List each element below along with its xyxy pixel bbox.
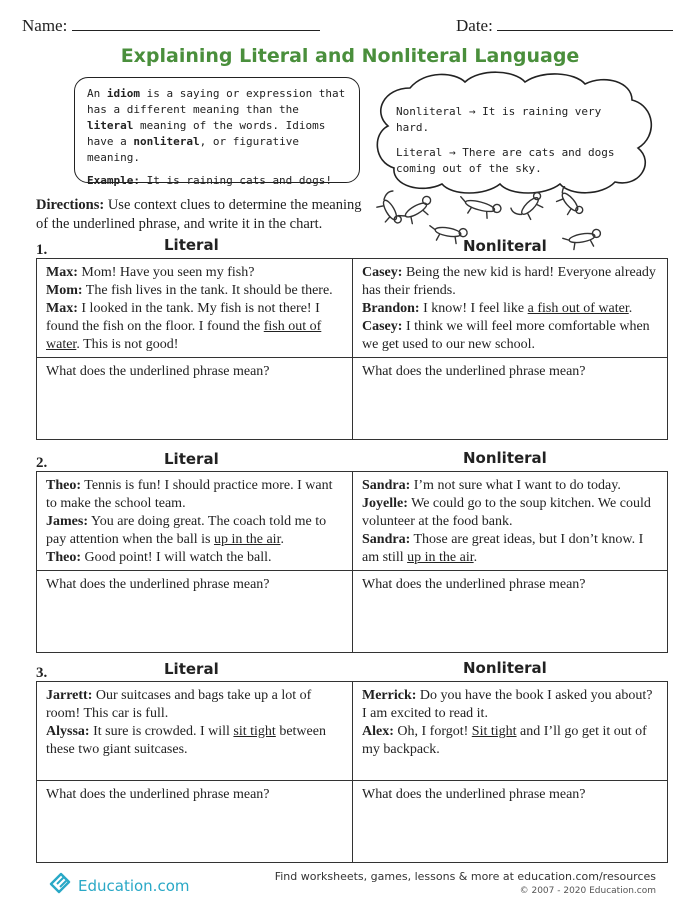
dog-icon <box>562 229 602 251</box>
section-1-answers <box>37 357 667 439</box>
answer-prompt: What does the underlined phrase mean? <box>46 364 270 379</box>
nonliteral-term: nonliteral <box>133 135 200 148</box>
section-3-number: 3. <box>36 665 48 681</box>
section-1-nonliteral-answer-box[interactable] <box>352 358 667 439</box>
dialogue-line: Alex: Oh, I forgot! Sit tight and I’ll go get it out of my backpack. <box>362 724 647 757</box>
section-3-nonliteral-passage <box>352 682 667 780</box>
section-2-nonliteral-heading: Nonliteral <box>463 449 547 467</box>
idiom-example <box>87 173 347 189</box>
education-logo-text: Education.com <box>78 877 190 895</box>
section-3-nonliteral-heading: Nonliteral <box>463 659 547 677</box>
answer-prompt: What does the underlined phrase mean? <box>46 787 270 802</box>
answer-prompt: What does the underlined phrase mean? <box>362 577 586 592</box>
example-text: It is raining cats and dogs! <box>146 174 333 187</box>
literal-term: literal <box>87 119 134 132</box>
dialogue-line: James: You are doing great. The coach told me to pay attention when the ball is up in the air. <box>46 514 327 547</box>
date-line[interactable] <box>497 17 673 31</box>
section-3-passages <box>37 682 667 780</box>
dialogue-line: Alyssa: It sure is crowded. I will sit tight between these two giant suitcases. <box>46 724 326 757</box>
section-1-passages <box>37 259 667 357</box>
underlined-phrase: Sit tight <box>471 724 517 739</box>
cloud-text <box>396 104 636 177</box>
section-1-nonliteral-heading: Nonliteral <box>463 237 547 255</box>
idiom-text-2: is a saying or expression that has a different meaning than the <box>87 87 346 116</box>
section-2-literal-answer-box[interactable] <box>37 571 352 652</box>
footer-resources-text: Find worksheets, games, lessons & more at education.com/resources <box>274 870 656 883</box>
section-3-literal-answer-box[interactable] <box>37 781 352 862</box>
cat-icon <box>373 190 408 228</box>
underlined-phrase: a fish out of water <box>527 301 629 316</box>
name-field[interactable] <box>22 16 320 36</box>
section-1-literal-passage <box>37 259 352 357</box>
directions <box>36 196 376 234</box>
section-2-nonliteral-passage <box>352 472 667 570</box>
section-2-passages <box>37 472 667 570</box>
dialogue-line: Joyelle: We could go to the soup kitchen. We could volunteer at the food bank. <box>362 496 651 529</box>
dialogue-line: Sandra: Those are great ideas, but I don’t know. I am still up in the air. <box>362 532 644 565</box>
idiom-definition-box <box>74 77 360 187</box>
dialogue-line: Jarrett: Our suitcases and bags take up a lot of room! This car is full. <box>46 688 312 721</box>
dialogue-line: Mom: The fish lives in the tank. It should be there. <box>46 283 333 298</box>
section-1-literal-heading: Literal <box>164 236 219 254</box>
section-2-number: 2. <box>36 455 48 471</box>
dog-icon <box>428 223 468 245</box>
dialogue-line: Brandon: I know! I feel like a fish out of water. <box>362 301 633 316</box>
answer-prompt: What does the underlined phrase mean? <box>362 787 586 802</box>
idiom-text-4: , or figurative meaning. <box>87 135 299 164</box>
section-1-number: 1. <box>36 242 48 258</box>
section-1-literal-answer-box[interactable] <box>37 358 352 439</box>
dog-icon <box>457 195 502 221</box>
education-logo-icon <box>48 870 76 894</box>
cat-icon <box>552 186 589 220</box>
date-label: Date: <box>456 16 493 35</box>
dialogue-line: Casey: I think we will feel more comfortable when we get used to our new school. <box>362 319 650 352</box>
example-label: Example: <box>87 174 140 187</box>
idiom-definition <box>87 86 347 166</box>
name-label: Name: <box>22 16 68 35</box>
dialogue-line: Theo: Good point! I will watch the ball. <box>46 550 272 565</box>
section-3-literal-heading: Literal <box>164 660 219 678</box>
date-field[interactable] <box>456 16 673 36</box>
idiom-term: idiom <box>106 87 140 100</box>
section-2-literal-passage <box>37 472 352 570</box>
section-1-chart <box>36 258 668 440</box>
dialogue-line: Max: I looked in the tank. My fish is not there! I found the fish on the floor. I found the fish out of water. This is not good! <box>46 301 322 352</box>
directions-label: Directions: <box>36 197 105 213</box>
section-1-nonliteral-passage <box>352 259 667 357</box>
idiom-text-3: meaning of the words. Idioms have a <box>87 119 326 148</box>
answer-prompt: What does the underlined phrase mean? <box>362 364 586 379</box>
cloud-nonliteral: Nonliteral → It is raining very hard. <box>396 105 602 134</box>
underlined-phrase: up in the air <box>213 532 281 547</box>
dialogue-line: Merrick: Do you have the book I asked you about? I am excited to read it. <box>362 688 653 721</box>
section-3-literal-passage <box>37 682 352 780</box>
section-2-chart <box>36 471 668 653</box>
cat-icon <box>510 187 548 225</box>
section-2-literal-heading: Literal <box>164 450 219 468</box>
idiom-text-1: An <box>87 87 101 100</box>
section-3-chart <box>36 681 668 863</box>
dialogue-line: Sandra: I’m not sure what I want to do today. <box>362 478 621 493</box>
section-2-answers <box>37 570 667 652</box>
underlined-phrase: up in the air <box>407 550 474 565</box>
cloud-literal: Literal → There are cats and dogs coming out of the sky. <box>396 146 615 175</box>
dialogue-line: Theo: Tennis is fun! I should practice more. I want to make the school team. <box>46 478 333 511</box>
answer-prompt: What does the underlined phrase mean? <box>46 577 270 592</box>
dialogue-line: Max: Mom! Have you seen my fish? <box>46 265 255 280</box>
underlined-phrase: fish out of water <box>46 319 322 352</box>
name-line[interactable] <box>72 17 320 31</box>
section-3-answers <box>37 780 667 862</box>
dialogue-line: Casey: Being the new kid is hard! Everyone already has their friends. <box>362 265 656 298</box>
directions-text: Use context clues to determine the meaning of the underlined phrase, and write it in the chart. <box>36 197 362 232</box>
footer-copyright: © 2007 - 2020 Education.com <box>519 886 656 896</box>
page-title: Explaining Literal and Nonliteral Language <box>120 45 580 67</box>
section-2-nonliteral-answer-box[interactable] <box>352 571 667 652</box>
dog-icon <box>397 195 437 228</box>
underlined-phrase: sit tight <box>233 724 276 739</box>
section-3-nonliteral-answer-box[interactable] <box>352 781 667 862</box>
